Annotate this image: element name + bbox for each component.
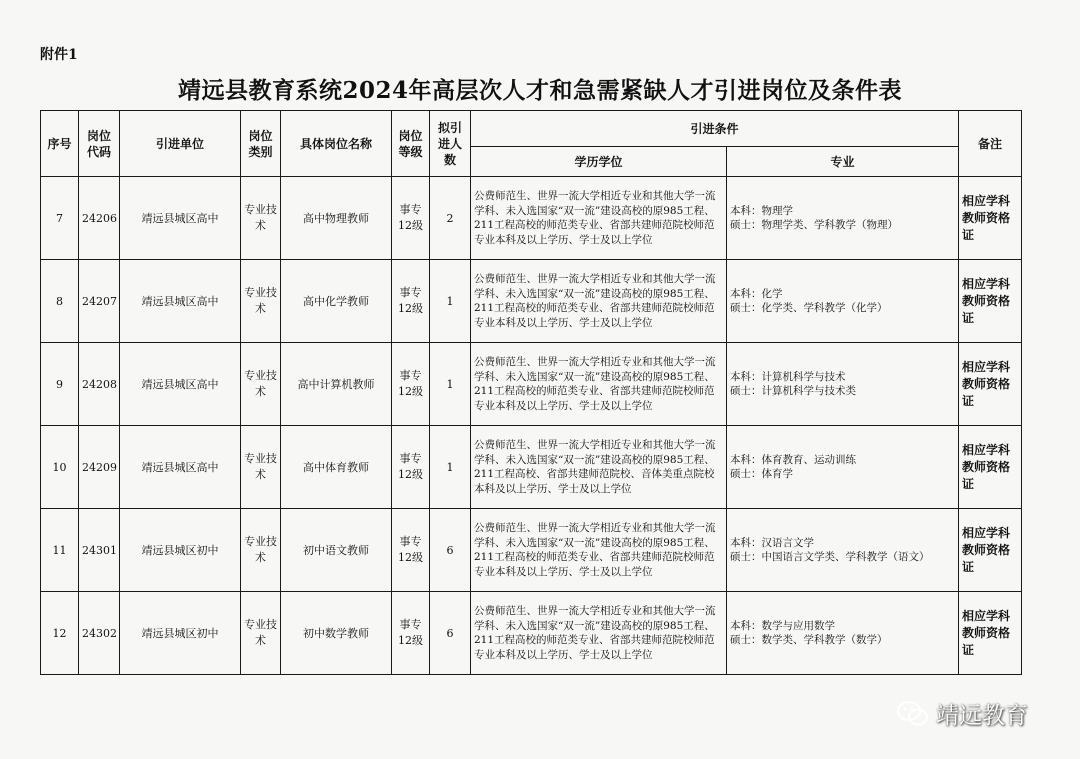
- cell-remark: 相应学科教师资格证: [959, 509, 1022, 592]
- table-row: [41, 343, 1022, 426]
- header-conditions: 引进条件: [471, 111, 959, 147]
- header-category: 岗位类别: [241, 111, 281, 177]
- major-master: 硕士：数学类、学科教学（数学）: [730, 634, 888, 646]
- cell-remark: 相应学科教师资格证: [959, 260, 1022, 343]
- major-undergrad: 本科：物理学: [730, 205, 793, 217]
- header-seq: 序号: [41, 111, 79, 177]
- cell-grade: 事专12级: [392, 260, 430, 343]
- cell-unit: 靖远县城区高中: [120, 260, 241, 343]
- major-undergrad: 本科：汉语言文学: [730, 537, 814, 549]
- header-unit: 引进单位: [120, 111, 241, 177]
- major-undergrad: 本科：计算机科学与技术: [730, 371, 846, 383]
- table-row: [41, 592, 1022, 675]
- cell-code: 24209: [79, 426, 120, 509]
- page-title: 靖远县教育系统2024年高层次人才和急需紧缺人才引进岗位及条件表: [177, 77, 902, 104]
- watermark: [896, 697, 1028, 730]
- cell-remark: 相应学科教师资格证: [959, 177, 1022, 260]
- cell-count: 1: [430, 260, 471, 343]
- cell-unit: 靖远县城区初中: [120, 509, 241, 592]
- major-master: 硕士：物理学类、学科教学（物理）: [730, 219, 898, 231]
- table-row: [41, 426, 1022, 509]
- cell-remark: 相应学科教师资格证: [959, 343, 1022, 426]
- major-master: 硕士：中国语言文学类、学科教学（语文）: [730, 551, 930, 563]
- cell-seq: 7: [41, 177, 79, 260]
- table-row: [41, 177, 1022, 260]
- table-row: [41, 509, 1022, 592]
- cell-unit: 靖远县城区高中: [120, 343, 241, 426]
- cell-education: 公费师范生、世界一流大学相近专业和其他大学一流学科、未入选国家“双一流”建设高校的原985工程、211工程高校的师范类专业、省部共建师范院校师范专业本科及以上学历、学士及以上学位: [471, 509, 727, 592]
- attachment-label: 附件1: [40, 47, 78, 63]
- cell-unit: 靖远县城区初中: [120, 592, 241, 675]
- cell-education: 公费师范生、世界一流大学相近专业和其他大学一流学科、未入选国家“双一流”建设高校的原985工程、211工程高校的师范类专业、省部共建师范院校师范专业本科及以上学历、学士及以上学位: [471, 177, 727, 260]
- cell-grade: 事专12级: [392, 426, 430, 509]
- cell-major: [727, 177, 959, 260]
- major-undergrad: 本科：数学与应用数学: [730, 620, 835, 632]
- cell-major: [727, 343, 959, 426]
- cell-education: 公费师范生、世界一流大学相近专业和其他大学一流学科、未入选国家“双一流”建设高校的原985工程、211工程高校的师范类专业、省部共建师范院校师范专业本科及以上学历、学士及以上学位: [471, 592, 727, 675]
- cell-unit: 靖远县城区高中: [120, 426, 241, 509]
- table-row: [41, 260, 1022, 343]
- cell-seq: 11: [41, 509, 79, 592]
- watermark-text: 靖远教育: [936, 703, 1028, 729]
- cell-count: 2: [430, 177, 471, 260]
- cell-unit: 靖远县城区高中: [120, 177, 241, 260]
- header-code: 岗位代码: [79, 111, 120, 177]
- cell-category: 专业技术: [241, 592, 281, 675]
- cell-count: 6: [430, 592, 471, 675]
- cell-education: 公费师范生、世界一流大学相近专业和其他大学一流学科、未入选国家“双一流”建设高校的原985工程、211工程高校、省部共建师范院校、音体美重点院校本科及以上学历、学士及以上学位: [471, 426, 727, 509]
- cell-category: 专业技术: [241, 260, 281, 343]
- cell-grade: 事专12级: [392, 592, 430, 675]
- header-major: 专业: [727, 147, 959, 177]
- major-master: 硕士：计算机科学与技术类: [730, 385, 856, 397]
- cell-seq: 10: [41, 426, 79, 509]
- cell-position: 高中计算机教师: [281, 343, 392, 426]
- header-position: 具体岗位名称: [281, 111, 392, 177]
- cell-grade: 事专12级: [392, 343, 430, 426]
- header-education: 学历学位: [471, 147, 727, 177]
- cell-position: 高中化学教师: [281, 260, 392, 343]
- major-master: 硕士：体育学: [730, 468, 793, 480]
- cell-count: 1: [430, 343, 471, 426]
- major-master: 硕士：化学类、学科教学（化学）: [730, 302, 888, 314]
- cell-grade: 事专12级: [392, 177, 430, 260]
- cell-major: [727, 592, 959, 675]
- cell-count: 6: [430, 509, 471, 592]
- header-count: 拟引进人数: [430, 111, 471, 177]
- cell-grade: 事专12级: [392, 509, 430, 592]
- major-undergrad: 本科：化学: [730, 288, 783, 300]
- cell-position: 初中数学教师: [281, 592, 392, 675]
- cell-code: 24301: [79, 509, 120, 592]
- cell-category: 专业技术: [241, 426, 281, 509]
- cell-major: [727, 509, 959, 592]
- cell-position: 高中体育教师: [281, 426, 392, 509]
- cell-code: 24208: [79, 343, 120, 426]
- cell-position: 高中物理教师: [281, 177, 392, 260]
- cell-remark: 相应学科教师资格证: [959, 426, 1022, 509]
- cell-code: 24206: [79, 177, 120, 260]
- cell-position: 初中语文教师: [281, 509, 392, 592]
- cell-category: 专业技术: [241, 343, 281, 426]
- cell-seq: 8: [41, 260, 79, 343]
- header-grade: 岗位等级: [392, 111, 430, 177]
- cell-remark: 相应学科教师资格证: [959, 592, 1022, 675]
- cell-seq: 9: [41, 343, 79, 426]
- recruitment-table: [40, 110, 1022, 675]
- cell-major: [727, 260, 959, 343]
- cell-count: 1: [430, 426, 471, 509]
- cell-category: 专业技术: [241, 509, 281, 592]
- cell-code: 24302: [79, 592, 120, 675]
- cell-education: 公费师范生、世界一流大学相近专业和其他大学一流学科、未入选国家“双一流”建设高校的原985工程、211工程高校的师范类专业、省部共建师范院校师范专业本科及以上学历、学士及以上学位: [471, 260, 727, 343]
- cell-seq: 12: [41, 592, 79, 675]
- cell-category: 专业技术: [241, 177, 281, 260]
- cell-major: [727, 426, 959, 509]
- wechat-icon: [896, 700, 930, 728]
- cell-code: 24207: [79, 260, 120, 343]
- major-undergrad: 本科：体育教育、运动训练: [730, 454, 856, 466]
- cell-education: 公费师范生、世界一流大学相近专业和其他大学一流学科、未入选国家“双一流”建设高校的原985工程、211工程高校的师范类专业、省部共建师范院校师范专业本科及以上学历、学士及以上学位: [471, 343, 727, 426]
- header-remark: 备注: [959, 111, 1022, 177]
